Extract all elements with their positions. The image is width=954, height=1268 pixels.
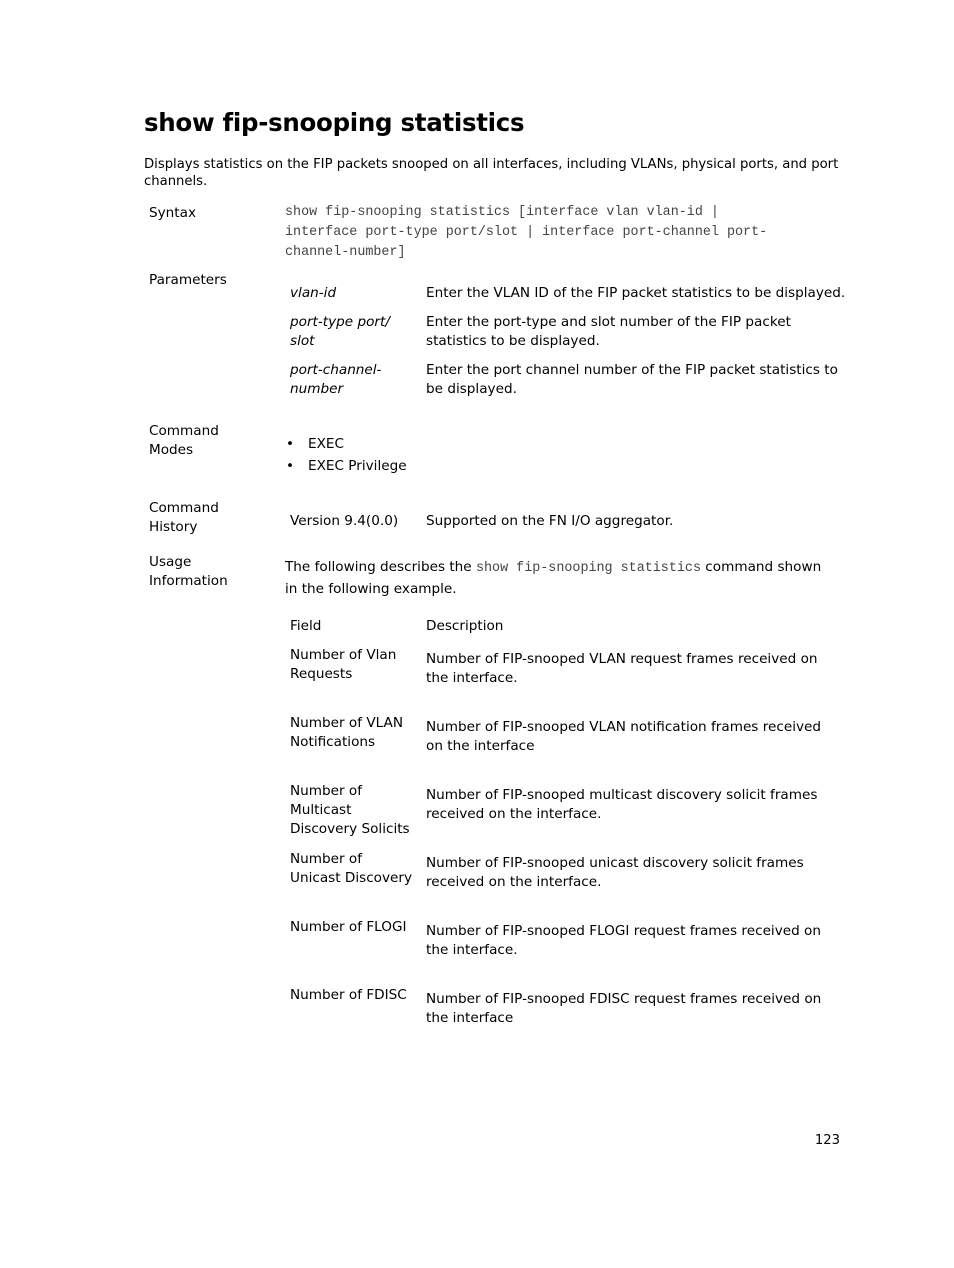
field-line: Number of bbox=[290, 783, 363, 799]
syntax-label: Syntax bbox=[149, 205, 196, 221]
table-field-cell bbox=[290, 782, 410, 839]
page-number: 123 bbox=[814, 1133, 840, 1148]
usage-text-part: The following describes the bbox=[285, 559, 476, 575]
table-description-cell bbox=[426, 854, 841, 892]
syntax-line: interface port-type port/slot | interface port-channel port- bbox=[285, 225, 768, 240]
param-description-line: Enter the port-type and slot number of the FIP packet bbox=[426, 314, 791, 330]
param-name-line: number bbox=[290, 381, 344, 397]
param-name bbox=[290, 284, 336, 303]
table-description-cell bbox=[426, 990, 841, 1028]
bullet-icon: • bbox=[286, 458, 295, 474]
usage-text-line: in the following example. bbox=[285, 581, 457, 597]
table-header-description: Description bbox=[426, 618, 504, 634]
table-description-cell bbox=[426, 786, 841, 824]
field-line: Number of Vlan bbox=[290, 647, 397, 663]
mode-text: EXEC bbox=[308, 436, 344, 452]
table-field-cell bbox=[290, 918, 407, 937]
description-line: Number of FIP-snooped VLAN notification frames received bbox=[426, 719, 822, 735]
syntax-block bbox=[285, 203, 767, 263]
command-history-label bbox=[149, 499, 219, 537]
param-description-line: Enter the VLAN ID of the FIP packet statistics to be displayed. bbox=[426, 285, 846, 301]
description-line: the interface. bbox=[426, 670, 518, 686]
param-description-line: statistics to be displayed. bbox=[426, 333, 600, 349]
intro-text: Displays statistics on the FIP packets snooped on all interfaces, including VLANs, physical ports, and port channels. bbox=[144, 157, 839, 189]
description-line: the interface. bbox=[426, 942, 518, 958]
table-field-cell bbox=[290, 646, 396, 684]
usage-text-part: command shown bbox=[700, 559, 822, 575]
label-line: History bbox=[149, 519, 198, 535]
table-description-cell bbox=[426, 650, 841, 688]
table-description-cell bbox=[426, 922, 841, 960]
param-name bbox=[290, 361, 381, 399]
description-line: received on the interface. bbox=[426, 806, 602, 822]
field-line: Number of FLOGI bbox=[290, 919, 407, 935]
param-name-line: port-type port/ bbox=[290, 314, 390, 330]
list-item bbox=[286, 433, 407, 455]
description-line: on the interface bbox=[426, 738, 535, 754]
label-line: Command bbox=[149, 500, 219, 516]
table-description-cell bbox=[426, 718, 841, 756]
list-item bbox=[286, 455, 407, 477]
table-header-field: Field bbox=[290, 618, 322, 634]
param-description bbox=[426, 361, 841, 399]
history-description: Supported on the FN I/O aggregator. bbox=[426, 513, 674, 529]
param-description-line: be displayed. bbox=[426, 381, 517, 397]
description-line: Number of FIP-snooped unicast discovery solicit frames bbox=[426, 855, 804, 871]
page-title: show fip-snooping statistics bbox=[144, 108, 525, 137]
inline-code: show fip-snooping statistics bbox=[475, 561, 701, 576]
table-field-cell bbox=[290, 986, 407, 1005]
param-name-line: vlan-id bbox=[290, 285, 337, 301]
description-line: received on the interface. bbox=[426, 874, 602, 890]
description-line: Number of FIP-snooped FLOGI request frames received on bbox=[426, 923, 821, 939]
table-field-cell bbox=[290, 850, 412, 888]
description-line: Number of FIP-snooped VLAN request frames received on bbox=[426, 651, 818, 667]
description-line: Number of FIP-snooped FDISC request frames received on bbox=[426, 991, 822, 1007]
command-modes-label bbox=[149, 422, 219, 460]
description-line: the interface bbox=[426, 1010, 514, 1026]
usage-text bbox=[285, 557, 845, 599]
param-description bbox=[426, 313, 841, 351]
usage-information-label bbox=[149, 553, 228, 591]
field-line: Unicast Discovery bbox=[290, 870, 413, 886]
field-line: Multicast bbox=[290, 802, 352, 818]
label-line: Command bbox=[149, 423, 219, 439]
table-field-cell bbox=[290, 714, 403, 752]
history-version: Version 9.4(0.0) bbox=[290, 513, 399, 529]
bullet-icon: • bbox=[286, 436, 295, 452]
field-line: Number of bbox=[290, 851, 363, 867]
param-description bbox=[426, 284, 846, 303]
param-name-line: port-channel- bbox=[290, 362, 382, 378]
label-line: Modes bbox=[149, 442, 194, 458]
param-name-line: slot bbox=[290, 333, 315, 349]
label-line: Information bbox=[149, 573, 228, 589]
field-line: Number of VLAN bbox=[290, 715, 404, 731]
description-line: Number of FIP-snooped multicast discovery solicit frames bbox=[426, 787, 818, 803]
syntax-line: channel-number] bbox=[285, 245, 406, 260]
syntax-line: show fip-snooping statistics [interface vlan vlan-id | bbox=[285, 205, 719, 220]
label-line: Usage bbox=[149, 554, 192, 570]
parameters-label: Parameters bbox=[149, 272, 227, 288]
mode-text: EXEC Privilege bbox=[308, 458, 407, 474]
field-line: Number of FDISC bbox=[290, 987, 407, 1003]
command-modes-list bbox=[286, 433, 407, 477]
field-line: Discovery Solicits bbox=[290, 821, 410, 837]
param-name bbox=[290, 313, 390, 351]
field-line: Requests bbox=[290, 666, 353, 682]
param-description-line: Enter the port channel number of the FIP packet statistics to bbox=[426, 362, 838, 378]
field-line: Notifications bbox=[290, 734, 376, 750]
